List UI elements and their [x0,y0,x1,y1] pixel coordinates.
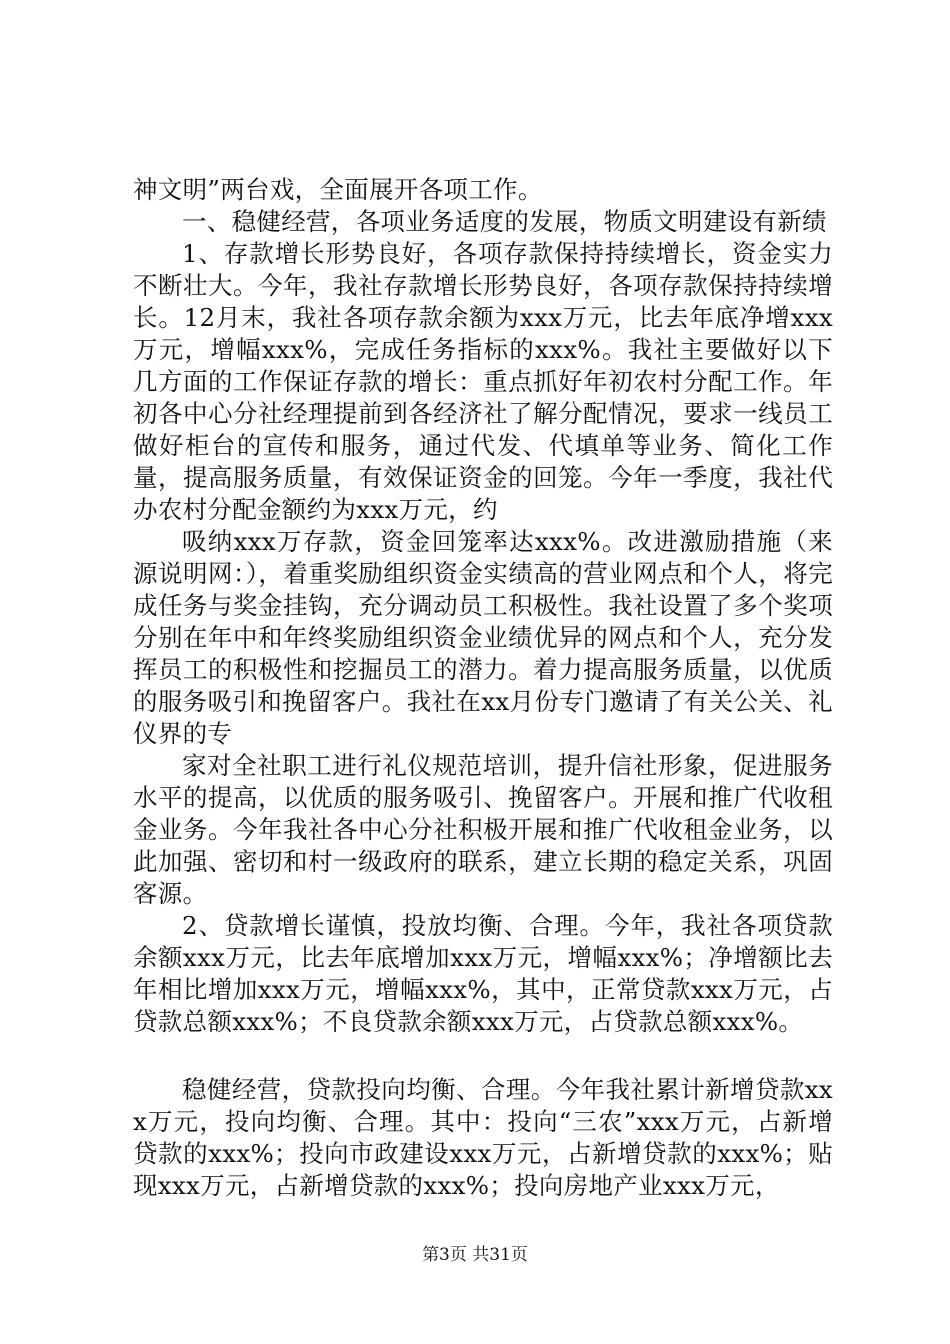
paragraph-continuation: 神文明”两台戏，全面展开各项工作。 [133,175,543,204]
page-number: 第3页 共31页 [422,1245,528,1265]
paragraph-training: 家对全社职工进行礼仪规范培训，提升信社形象，促进服务水平的提高，以优质的服务吸引、挽留客户。开展和推广代收租金业务。今年我社各中心分社积极开展和推广代收租金业务，以此加强、密切和村一级政府的联系，建立长期的稳定关系，巩固客源。 [133,751,833,908]
section-heading: 一、稳健经营，各项业务适度的发展，物质文明建设有新绩 [182,207,827,236]
paragraph-incentives: 吸纳xxx万存款，资金回笼率达xxx%。改进激励措施（来源说明网：），着重奖励组织资金实绩高的营业网点和个人，将完成任务与奖金挂钩，充分调动员工积极性。我社设置了多个奖项分别在年中和年终奖励组织资金业绩优异的网点和个人，充分发挥员工的积极性和挖掘员工的潜力。着力提高服务质量，以优质的服务吸引和挽留客户。我社在xx月份专门邀请了有关公关、礼仪界的专 [133,527,833,748]
paragraph-gap [133,1038,833,1074]
paragraph-deposits: 1、存款增长形势良好，各项存款保持持续增长，资金实力不断壮大。今年，我社存款增长形势良好，各项存款保持持续增长。12月末，我社各项存款余额为xxx万元，比去年底净增xxx万元，增幅xxx%，完成任务指标的xxx%。我社主要做好以下几方面的工作保证存款的增长：重点抓好年初农村分配工作。年初各中心分社经理提前到各经济社了解分配情况，要求一线员工做好柜台的宣传和服务，通过代发、代填单等业务、简化工作量，提高服务质量，有效保证资金的回笼。今年一季度，我社代办农村分配金额约为xxx万元，约 [133,239,833,524]
paragraph-loans: 2、贷款增长谨慎，投放均衡、合理。今年，我社各项贷款余额xxx万元，比去年底增加xxx万元，增幅xxx%；净增额比去年相比增加xxx万元，增幅xxx%，其中，正常贷款xxx万元，占贷款总额xxx%；不良贷款余额xxx万元，占贷款总额xxx%。 [133,911,833,1036]
document-body [133,174,833,1202]
paragraph-loan-allocation: 稳健经营，贷款投向均衡、合理。今年我社累计新增贷款xxx万元，投向均衡、合理。其中：投向“三农”xxx万元，占新增贷款的xxx%；投向市政建设xxx万元，占新增贷款的xxx%；贴现xxx万元，占新增贷款的xxx%；投向房地产业xxx万元， [133,1075,833,1200]
